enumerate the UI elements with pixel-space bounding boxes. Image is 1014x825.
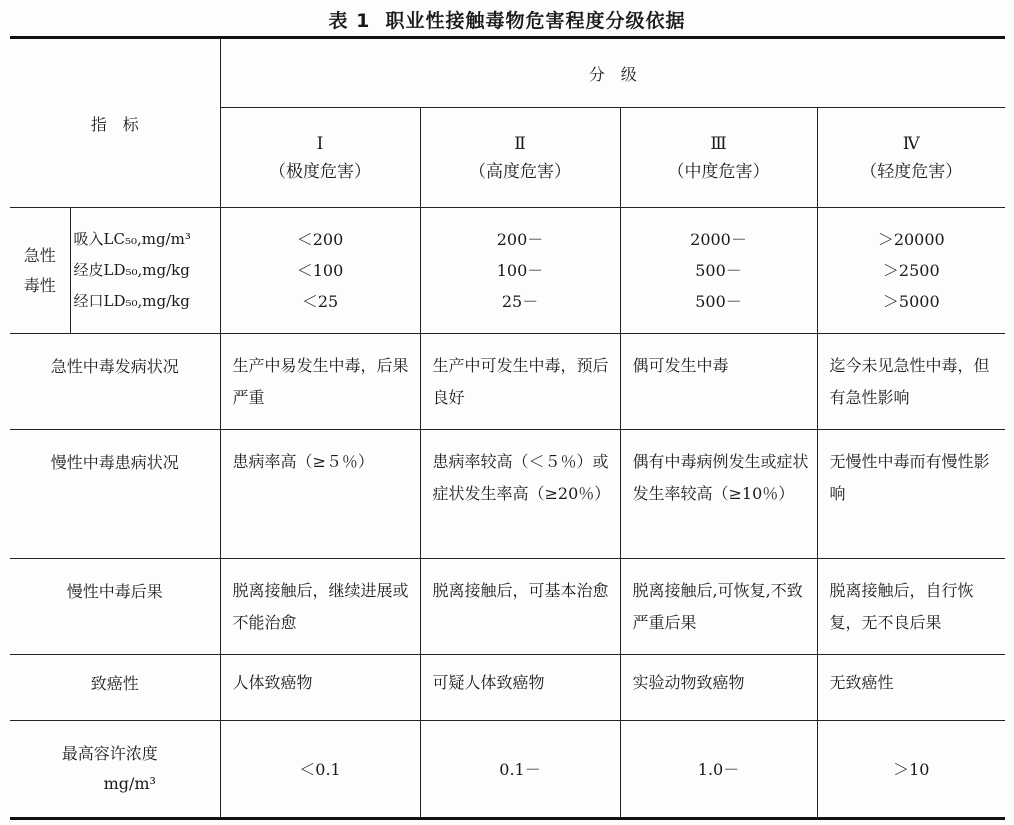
table-cell: ＞10 <box>817 720 1005 818</box>
table-cell: ＜0.1 <box>220 720 420 818</box>
table-cell: 0.1－ <box>420 720 620 818</box>
level-header-1: Ⅰ （极度危害） <box>220 108 420 208</box>
row-label-carcinogenicity: 致癌性 <box>10 654 220 720</box>
table-cell: 1.0－ <box>620 720 817 818</box>
acute-values-level-2: 200－ 100－ 25－ <box>420 208 620 334</box>
row-label-chronic-prevalence: 慢性中毒患病状况 <box>10 430 220 558</box>
acute-toxicity-label: 急性 毒性 <box>10 208 70 334</box>
row-label-acute-poisoning: 急性中毒发病状况 <box>10 334 220 430</box>
table-cell: 可疑人体致癌物 <box>420 654 620 720</box>
level-header-3: Ⅲ （中度危害） <box>620 108 817 208</box>
table-cell: 脱离接触后，自行恢复，无不良后果 <box>817 558 1005 654</box>
table-cell: 迄今未见急性中毒，但有急性影响 <box>817 334 1005 430</box>
table-cell: 偶可发生中毒 <box>620 334 817 430</box>
table-cell: 无慢性中毒而有慢性影响 <box>817 430 1005 558</box>
table-cell: 人体致癌物 <box>220 654 420 720</box>
acute-values-level-1: ＜200 ＜100 ＜25 <box>220 208 420 334</box>
table-cell: 实验动物致癌物 <box>620 654 817 720</box>
hazard-classification-table <box>10 36 1005 820</box>
acute-values-level-4: ＞20000 ＞2500 ＞5000 <box>817 208 1005 334</box>
table-caption: 表 1 职业性接触毒物危害程度分级依据 <box>328 10 686 32</box>
table-cell: 无致癌性 <box>817 654 1005 720</box>
row-label-max-allowable-concentration: 最高容许浓度 mg/m³ <box>10 720 220 818</box>
row-label-chronic-outcome: 慢性中毒后果 <box>10 558 220 654</box>
acute-toxicity-subindicators: 吸入LC₅₀,mg/m³ 经皮LD₅₀,mg/kg 经口LD₅₀,mg/kg <box>70 208 220 334</box>
grading-header: 分 级 <box>220 38 1005 108</box>
level-header-2: Ⅱ （高度危害） <box>420 108 620 208</box>
indicator-header: 指 标 <box>10 38 220 208</box>
table-cell: 患病率较高（＜５％）或症状发生率高（≥20％） <box>420 430 620 558</box>
table-cell: 脱离接触后，可基本治愈 <box>420 558 620 654</box>
acute-values-level-3: 2000－ 500－ 500－ <box>620 208 817 334</box>
table-cell: 生产中可发生中毒，预后良好 <box>420 334 620 430</box>
table-cell: 患病率高（≥５％） <box>220 430 420 558</box>
table-cell: 脱离接触后,可恢复,不致严重后果 <box>620 558 817 654</box>
table-cell: 偶有中毒病例发生或症状发生率较高（≥10％） <box>620 430 817 558</box>
table-cell: 生产中易发生中毒，后果严重 <box>220 334 420 430</box>
level-header-4: Ⅳ （轻度危害） <box>817 108 1005 208</box>
table-cell: 脱离接触后，继续进展或不能治愈 <box>220 558 420 654</box>
